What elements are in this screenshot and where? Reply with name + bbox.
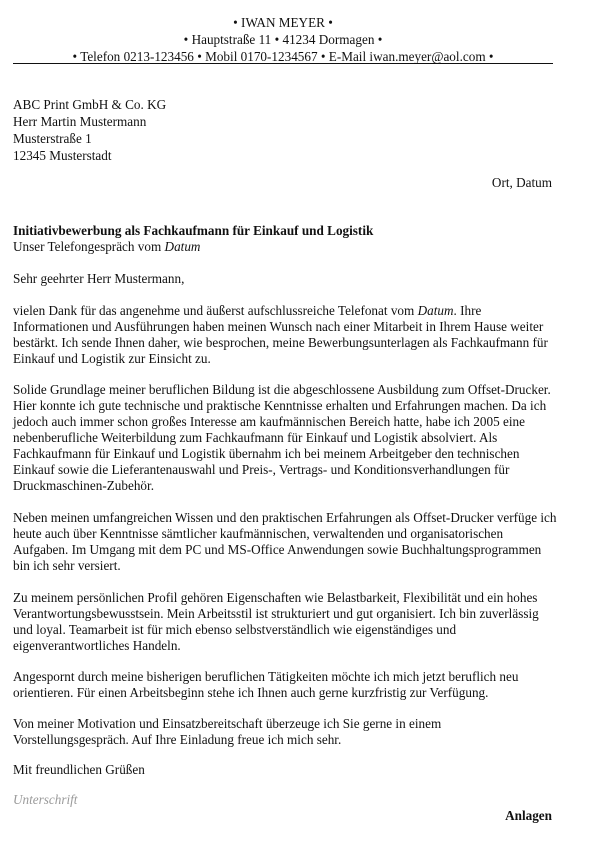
paragraph-1 — [13, 303, 558, 367]
subject-reference-prefix: Unser Telefongespräch vom — [13, 239, 165, 254]
subject-title: Initiativbewerbung als Fachkaufmann für Einkauf und Logistik — [13, 223, 374, 238]
recipient-city: 12345 Musterstadt — [13, 148, 112, 163]
sender-contact: • Telefon 0213-123456 • Mobil 0170-1234567 • E-Mail iwan.meyer@aol.com • — [72, 49, 494, 64]
paragraph-2: Solide Grundlage meiner beruflichen Bildung ist die abgeschlossene Ausbildung zum Offset-Drucker. Hier konnte ich gute technische und praktische Kenntnisse erhalten und Erfahrungen machen. Da ich jedoch auch immer schon großes Interesse am kaufmännischen Bereich hatte, habe ich 2005 eine nebenberufliche Weiterbildung zum Fachkaufmann für Einkauf und Logistik absolviert. Als Fachkaufmann für Einkauf und Logistik übernahm ich bei meinem Arbeitgeber den technischen Einkauf sowie die Lieferantenauswahl und Preis-, Vertrags- und Konditionsverhandlungen für Druckmaschinen-Zubehör. — [13, 382, 551, 493]
subject-reference — [13, 239, 553, 255]
sender-address: • Hauptstraße 11 • 41234 Dormagen • — [183, 32, 383, 47]
paragraph-5: Angespornt durch meine bisherigen beruflichen Tätigkeiten möchte ich mich jetzt beruflich neu orientieren. Für einen Arbeitsbeginn stehe ich Ihnen auch gerne kurzfristig zur Verfügung. — [13, 669, 519, 700]
signature-placeholder: Unterschrift — [13, 792, 78, 807]
paragraph-1-date: Datum — [417, 303, 454, 318]
recipient-person: Herr Martin Mustermann — [13, 114, 147, 129]
closing: Mit freundlichen Grüßen — [13, 762, 145, 777]
subject-block — [13, 223, 553, 255]
salutation: Sehr geehrter Herr Mustermann, — [13, 271, 185, 286]
recipient-address — [13, 96, 166, 164]
subject-reference-date: Datum — [164, 239, 201, 254]
recipient-company: ABC Print GmbH & Co. KG — [13, 97, 167, 112]
place-date: Ort, Datum — [491, 175, 552, 190]
letterhead-divider — [13, 63, 553, 64]
paragraph-1-start: vielen Dank für das angenehme und äußerst aufschlussreiche Telefonat vom — [13, 303, 418, 318]
sender-name: • IWAN MEYER • — [233, 15, 333, 30]
paragraph-3: Neben meinen umfangreichen Wissen und den praktischen Erfahrungen als Offset-Drucker verfüge ich heute auch über Kenntnisse sämtlicher kaufmännischen, verwaltenden und organisatorischen Aufgaben. Im Umgang mit dem PC und MS-Office Anwendungen sowie Buchhaltungsprogrammen bin ich sehr versiert. — [13, 510, 557, 573]
paragraph-6: Von meiner Motivation und Einsatzbereitschaft überzeuge ich Sie gerne in einem Vorstellungsgespräch. Auf Ihre Einladung freue ich mich sehr. — [13, 716, 442, 747]
letterhead — [13, 14, 553, 65]
enclosures: Anlagen — [505, 808, 552, 823]
paragraph-1-end: . Ihre Informationen und Ausführungen haben meinen Wunsch nach einer Mitarbeit in Ihrem Hause weiter bestärkt. Ich sende Ihnen daher, wie besprochen, meine Bewerbungsunterlagen als Fachkaufmann für Einkauf und Logistik zur Einsicht zu. — [13, 303, 548, 366]
recipient-street: Musterstraße 1 — [13, 131, 92, 146]
paragraph-4: Zu meinem persönlichen Profil gehören Eigenschaften wie Belastbarkeit, Flexibilität und ein hohes Verantwortungsbewusstsein. Mein Arbeitsstil ist strukturiert und gut organisiert. Ich bin zuverlässig und loyal. Teamarbeit ist für mich ebenso selbstverständlich wie eigenständiges und eigenverantwortliches Handeln. — [13, 590, 539, 653]
